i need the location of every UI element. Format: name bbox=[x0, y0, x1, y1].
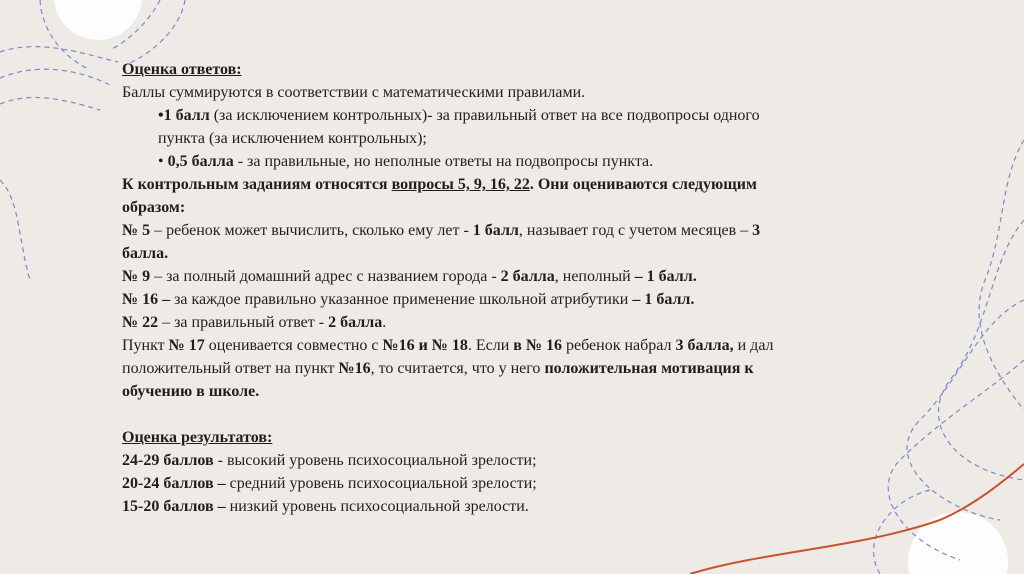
question-22-scoring: № 22 – за правильный ответ - 2 балла. bbox=[122, 314, 387, 331]
result-low: 15-20 баллов – низкий уровень психосоциальной зрелости. bbox=[122, 498, 529, 515]
result-high: 24-29 баллов - высокий уровень психосоциальной зрелости; bbox=[122, 452, 537, 469]
top-left-circle bbox=[54, 0, 142, 40]
control-tasks-line: К контрольным заданиям относятся вопросы 5, 9, 16, 22. Они оцениваются следующим bbox=[122, 176, 757, 193]
question-5-scoring: № 5 – ребенок может вычислить, сколько ему лет - 1 балл, называет год с учетом месяцев – 3 bbox=[122, 222, 761, 239]
control-tasks-continuation: образом: bbox=[122, 199, 186, 216]
bottom-right-circle bbox=[908, 512, 1008, 574]
heading-answer-scoring: Оценка ответов: bbox=[122, 61, 242, 78]
heading-results: Оценка результатов: bbox=[122, 429, 273, 446]
intro-text: Баллы суммируются в соответствии с математическими правилами. bbox=[122, 84, 586, 101]
question-9-scoring: № 9 – за полный домашний адрес с названием города - 2 балла, неполный – 1 балл. bbox=[122, 268, 697, 285]
bullet-half-point: • 0,5 балла - за правильные, но неполные ответы на подвопросы пункта. bbox=[158, 153, 654, 170]
spacer bbox=[122, 403, 922, 426]
bullet-1-continuation: пункта (за исключением контрольных); bbox=[158, 130, 427, 147]
bullet-1-point: •1 балл (за исключением контрольных)- за правильный ответ на все подвопросы одного bbox=[158, 107, 760, 124]
result-medium: 20-24 баллов – средний уровень психосоциальной зрелости; bbox=[122, 475, 537, 492]
question-5-continuation: балла. bbox=[122, 245, 169, 262]
point-17-text: Пункт № 17 оценивается совместно с №16 и № 18. Если в № 16 ребенок набрал 3 балла, и дал bbox=[122, 337, 774, 354]
question-16-scoring: № 16 – за каждое правильно указанное применение школьной атрибутики – 1 балл. bbox=[122, 291, 695, 308]
point-17-continuation: положительный ответ на пункт №16, то считается, что у него положительная мотивация к bbox=[122, 360, 754, 377]
slide-text bbox=[122, 58, 922, 518]
point-17-end: обучению в школе. bbox=[122, 383, 260, 400]
